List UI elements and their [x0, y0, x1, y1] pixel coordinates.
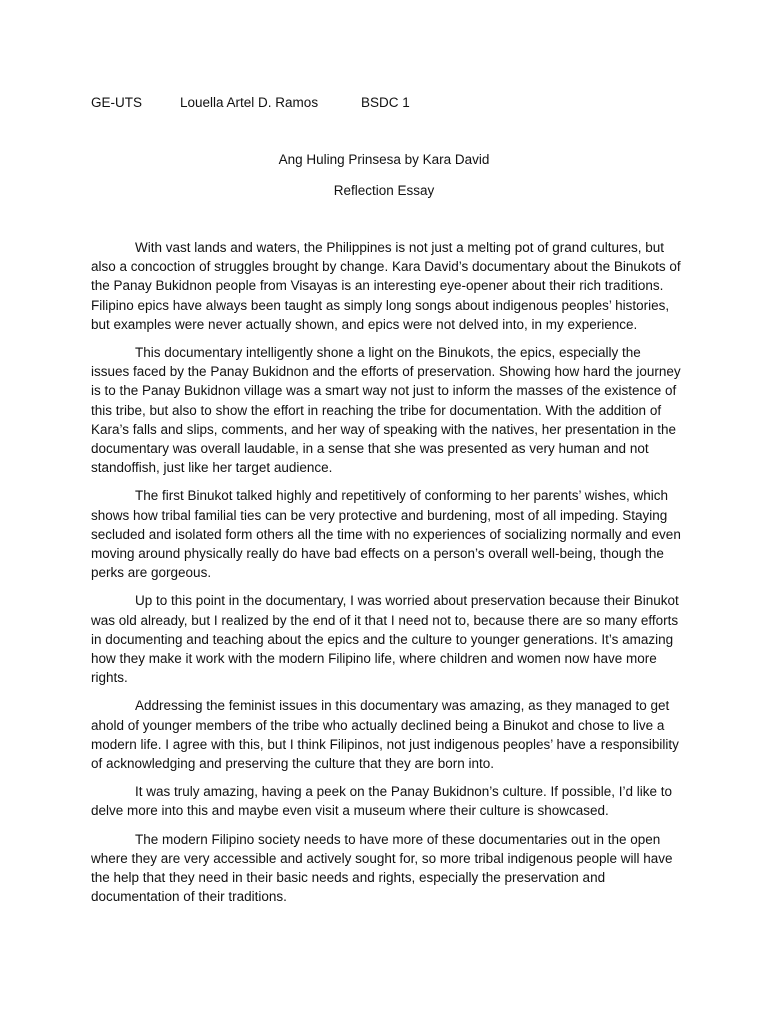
- section-code: BSDC 1: [361, 95, 410, 110]
- course-code: GE-UTS: [91, 95, 143, 110]
- document-subtitle: Reflection Essay: [333, 183, 435, 198]
- paragraph-4: Up to this point in the documentary, I was worried about preservation because their Binukot was old already, but I realized by the end of it that I need not to, because there are so many efforts in documenting and teaching about the epics and the culture to younger generations. It’s amazing how they make it work with the modern Filipino life, where children and women now have more rights.: [91, 593, 679, 686]
- author-name: Louella Artel D. Ramos: [180, 95, 319, 110]
- paragraph-2: This documentary intelligently shone a light on the Binukots, the epics, especially the issues faced by the Panay Bukidnon and the efforts of preservation. Showing how hard the journey is to the Panay Bukidnon village was a smart way not just to inform the masses of the existence of this tribe, but also to show the effort in reaching the tribe for documentation. With the addition of Kara’s falls and slips, comments, and her way of speaking with the natives, her presentation in the documentary was overall laudable, in a sense that she was presented as very human and not standoffish, just like her target audience.: [91, 345, 681, 476]
- document-title: Ang Huling Prinsesa by Kara David: [278, 152, 490, 167]
- paragraph-1: With vast lands and waters, the Philippines is not just a melting pot of grand cultures, but also a concoction of struggles brought by change. Kara David’s documentary about the Binukots of the Panay Bukidnon people from Visayas is an interesting eye-opener about their rich traditions. Filipino epics have always been taught as simply long songs about indigenous peoples’ histories, but examples were never actually shown, and epics were not delved into, in my experience.: [91, 240, 681, 332]
- paragraph-3: The first Binukot talked highly and repetitively of conforming to her parents’ wishes, which shows how tribal familial ties can be very protective and burdening, most of all impeding. Staying secluded and isolated form others all the time with no experiences of socializing normally and even moving around physically really do have bad effects on a person’s overall well-being, though the perks are gorgeous.: [91, 488, 681, 581]
- essay-body: [91, 238, 681, 916]
- paragraph-5: Addressing the feminist issues in this documentary was amazing, as they managed to get ahold of younger members of the tribe who actually declined being a Binukot and chose to live a modern life. I agree with this, but I think Filipinos, not just indigenous peoples’ have a responsibility of acknowledging and preserving the culture that they are born into.: [91, 698, 679, 772]
- paragraph-7: The modern Filipino society needs to have more of these documentaries out in the open where they are very accessible and actively sought for, so more tribal indigenous people will have the help that they need in their basic needs and rights, especially the preservation and documentation of their traditions.: [91, 831, 673, 905]
- paragraph-6: It was truly amazing, having a peek on the Panay Bukidnon’s culture. If possible, I’d like to delve more into this and maybe even visit a museum where their culture is showcased.: [91, 784, 673, 819]
